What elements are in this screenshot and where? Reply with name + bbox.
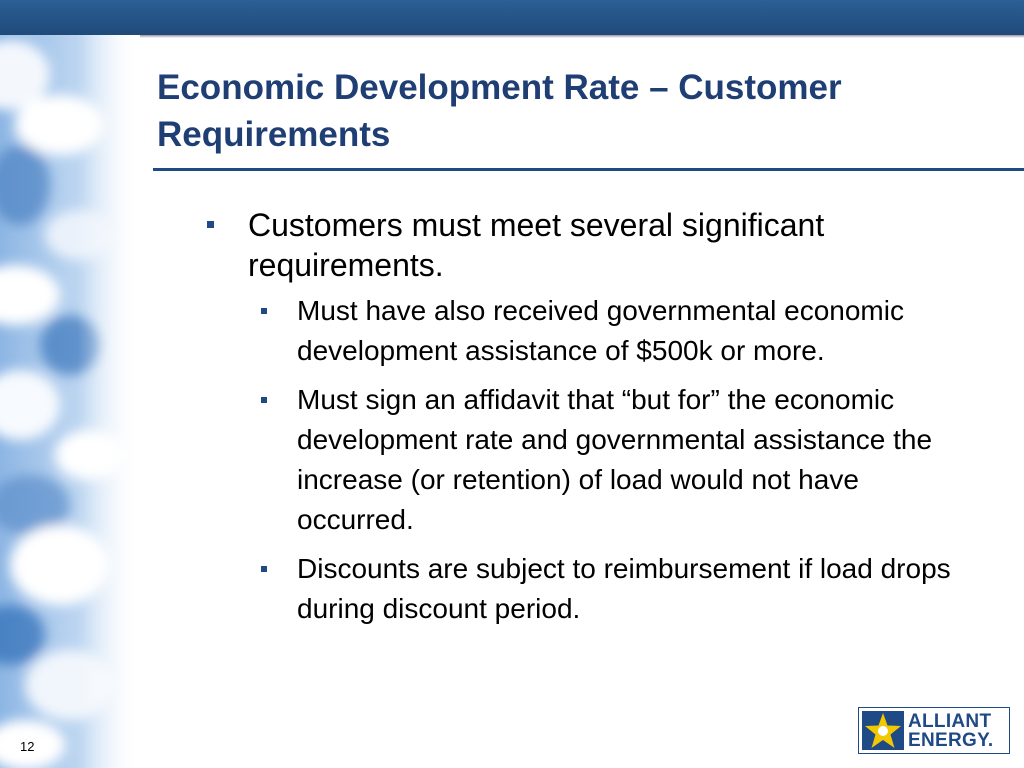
sub-bullet-discounts <box>261 549 1005 629</box>
slide-title: Economic Development Rate – Customer Requirements <box>157 68 842 154</box>
alliant-energy-logo <box>858 707 1010 754</box>
square-bullet-icon <box>261 397 267 403</box>
title-divider <box>153 168 1024 171</box>
sub-bullet-text: Must sign an affidavit that “but for” the economic development rate and governmental assistance the increase (or retention) of load would not have occurred. <box>297 384 933 535</box>
top-bar-shadow <box>0 35 1024 38</box>
logo-text-line2: ENERGY. <box>908 730 994 751</box>
star-icon <box>862 711 904 750</box>
sub-bullet-affidavit <box>261 380 1005 540</box>
logo-text-line1: ALLIANT <box>908 711 992 732</box>
bullet-main <box>205 205 1005 285</box>
sky-clouds-image <box>0 35 140 768</box>
bullet-main-text: Customers must meet several significant requirements. <box>248 207 825 283</box>
sub-bullet-text: Must have also received governmental economic development assistance of $500k or more. <box>297 295 904 366</box>
square-bullet-icon <box>261 566 267 572</box>
top-bar <box>0 0 1024 35</box>
square-bullet-icon <box>207 221 214 228</box>
bullet-list <box>205 205 1005 629</box>
sub-bullet-text: Discounts are subject to reimbursement if load drops during discount period. <box>297 553 951 624</box>
sub-bullet-assistance <box>261 291 1005 371</box>
page-number: 12 <box>20 739 35 754</box>
square-bullet-icon <box>261 308 267 314</box>
